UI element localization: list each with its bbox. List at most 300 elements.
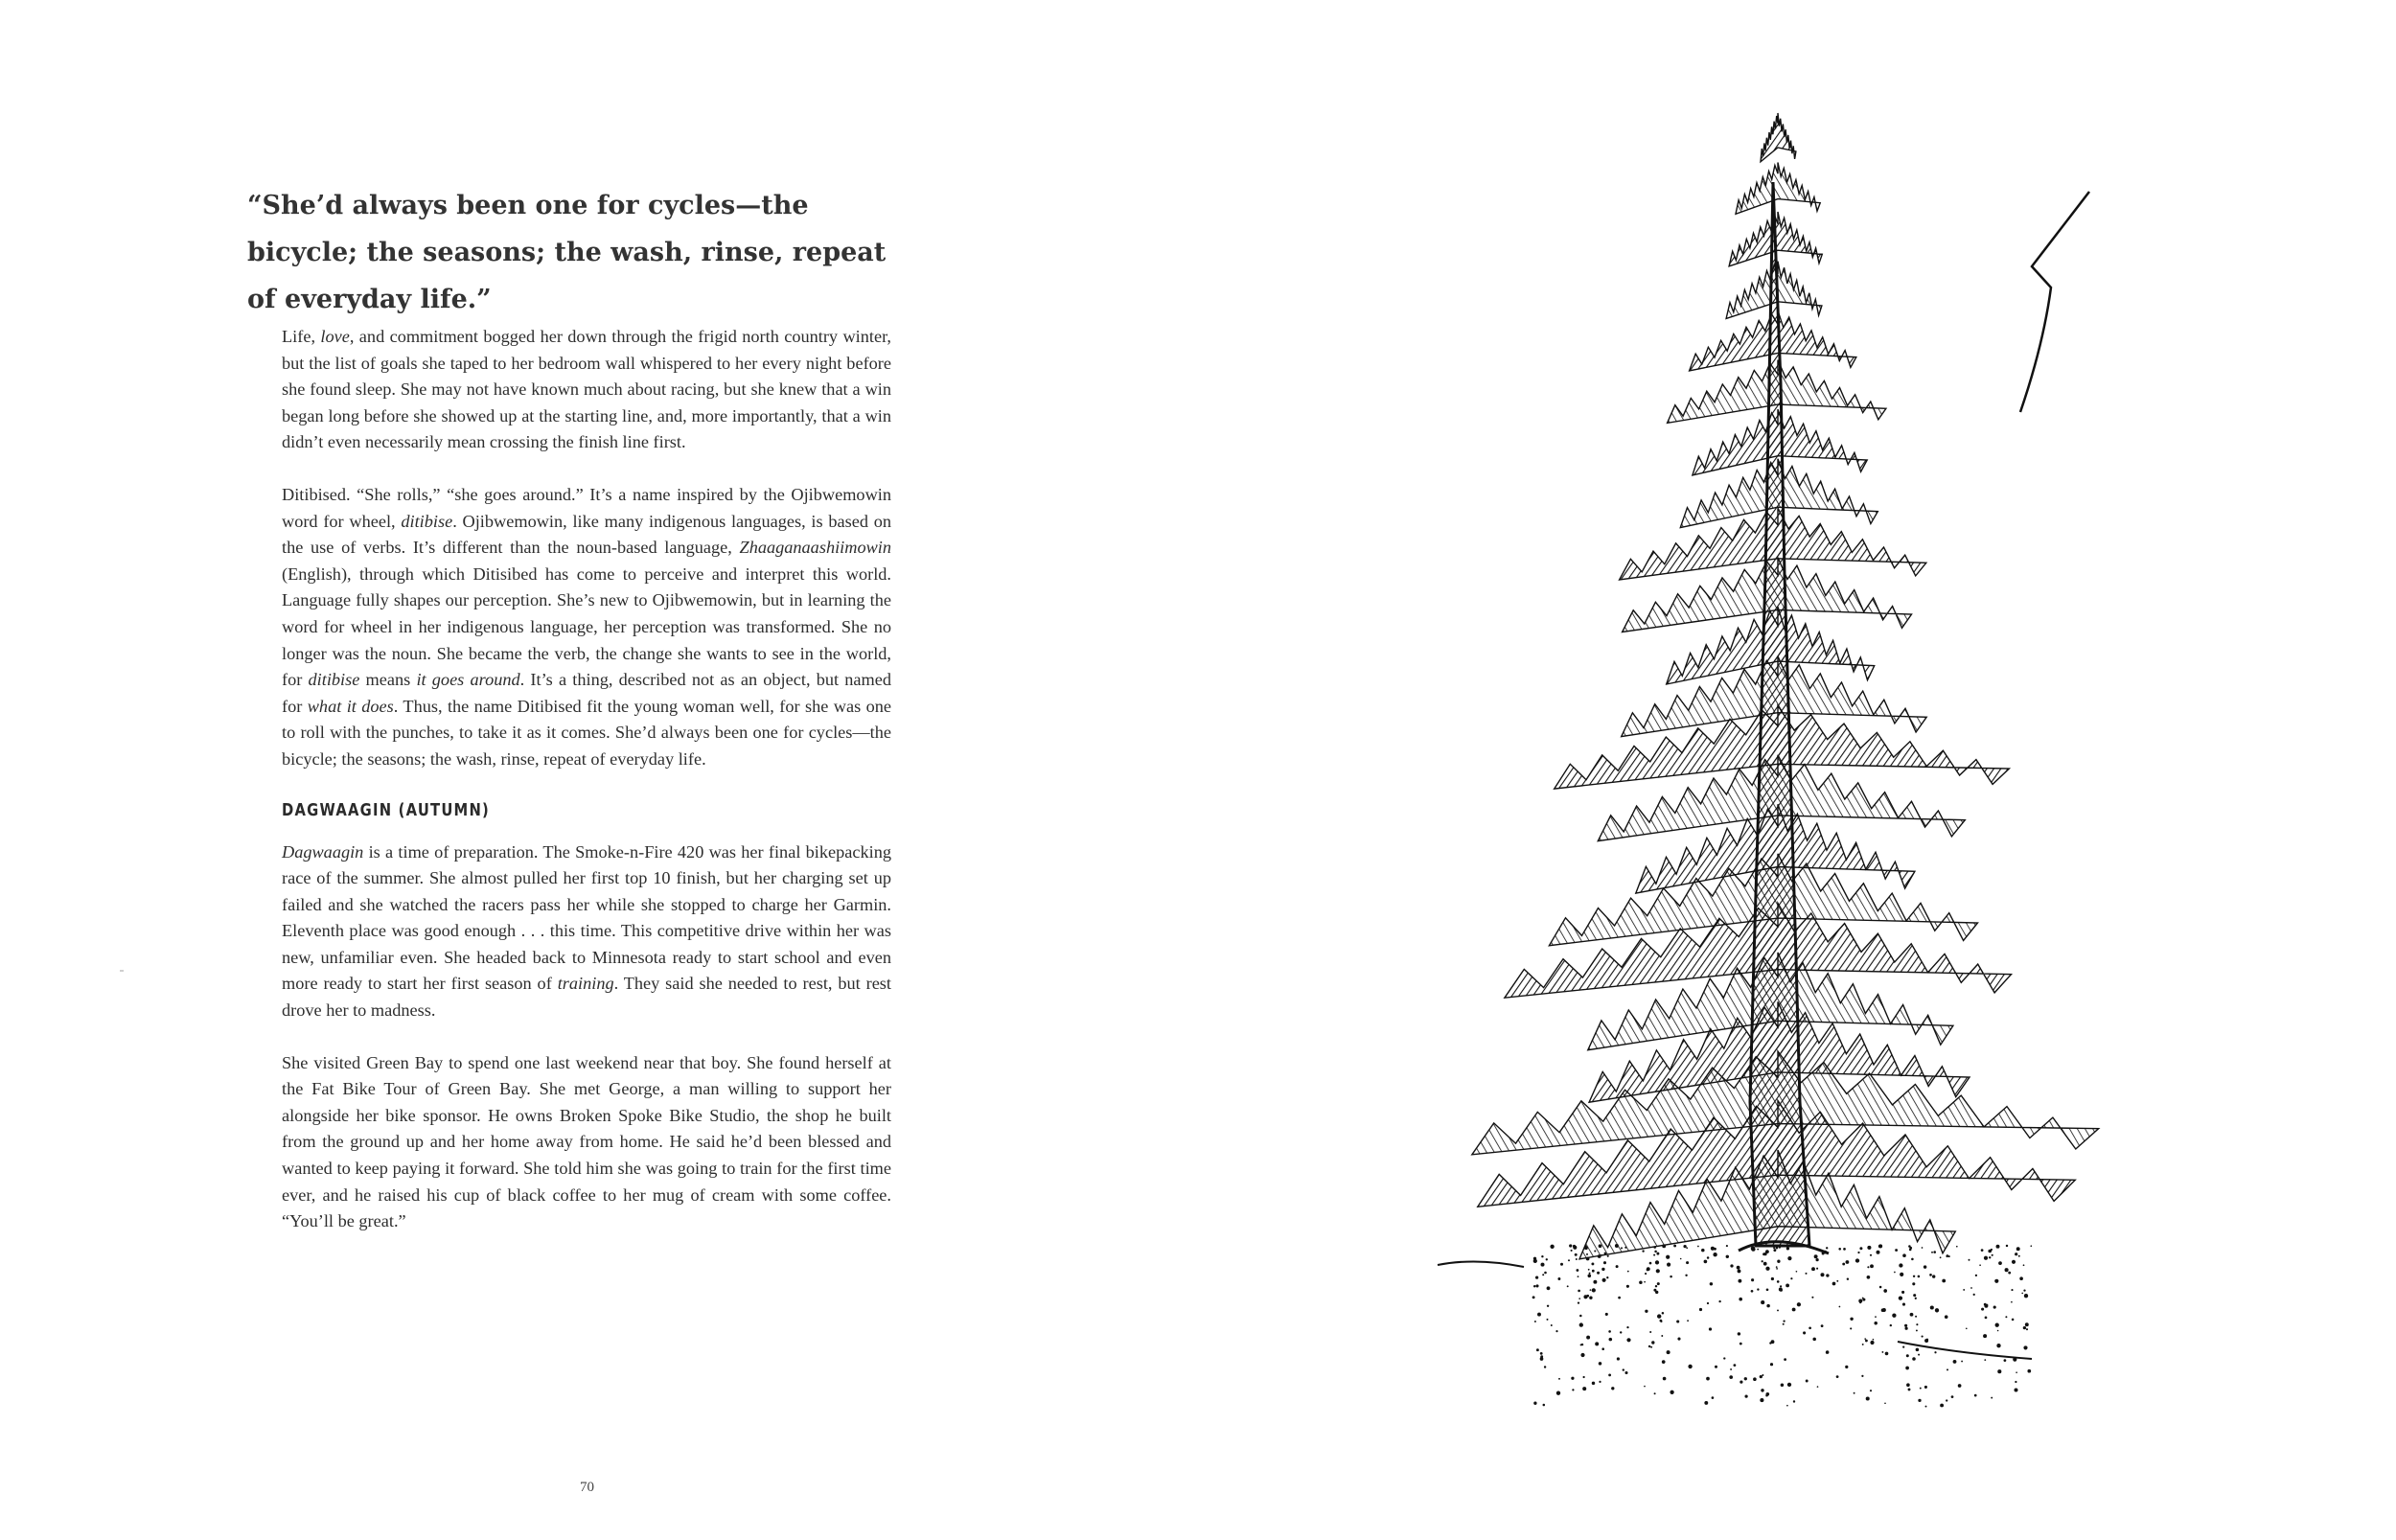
stipple-dot (1940, 1404, 1944, 1408)
stipple-dot (1571, 1250, 1573, 1252)
stipple-dot (1581, 1344, 1583, 1345)
stipple-dot (1590, 1289, 1592, 1291)
stipple-dot (1985, 1317, 1988, 1320)
stipple-dot (1929, 1274, 1932, 1276)
stipple-dot (1582, 1376, 1584, 1378)
stipple-dot (2023, 1264, 2025, 1266)
stipple-dot (1843, 1248, 1846, 1251)
stipple-dot (1601, 1347, 1604, 1350)
stipple-dot (1591, 1262, 1594, 1265)
stipple-dot (2016, 1371, 2017, 1373)
stipple-dot (1726, 1245, 1728, 1247)
stipple-dot (1667, 1263, 1670, 1267)
stipple-dot (1657, 1282, 1660, 1285)
stipple-dot (1744, 1394, 1747, 1397)
stipple-dot (2018, 1255, 2020, 1257)
stipple-dot (1924, 1265, 1926, 1268)
stipple-dot (1707, 1256, 1710, 1259)
stipple-dot (1683, 1245, 1686, 1248)
stipple-dot (1533, 1402, 1536, 1405)
stipple-dot (1916, 1348, 1920, 1352)
stipple-dot (1757, 1288, 1759, 1290)
stipple-dot (1572, 1389, 1574, 1391)
stipple-dot (1947, 1368, 1948, 1370)
stipple-dot (1773, 1249, 1776, 1252)
stipple-dot (1771, 1277, 1774, 1280)
stipple-dot (1670, 1276, 1672, 1278)
stipple-dot (1578, 1290, 1580, 1293)
stipple-dot (1739, 1381, 1742, 1384)
paragraph-3: Dagwaagin is a time of preparation. The Smoke-n-Fire 420 was her final bikepacking race of the summer. She almost pulled her first top 10 finish, but her charging set up failed and she watched the racers pass her while she stopped to charge her Garmin. Eleventh place was good enough . . . this time. This competitive drive within her was new, unfamiliar even. She headed back to Minnesota ready to start school and even more ready to start her first season of training. They said she needed to rest, but rest drove her to madness. (282, 841, 891, 1021)
stipple-dot (1993, 1306, 1996, 1309)
stipple-dot (1589, 1273, 1591, 1275)
stipple-dot (1753, 1377, 1757, 1381)
stipple-dot (1773, 1247, 1775, 1249)
stipple-dot (1776, 1266, 1778, 1268)
stipple-dot (1918, 1276, 1921, 1278)
stipple-dot (1776, 1247, 1779, 1250)
stipple-dot (1963, 1289, 1965, 1291)
stipple-dot (1842, 1263, 1845, 1266)
stipple-dot (2011, 1289, 2013, 1291)
stipple-dot (1592, 1270, 1595, 1273)
stipple-dot (1984, 1304, 1988, 1308)
stipple-dot (1547, 1305, 1549, 1307)
stipple-dot (1714, 1248, 1716, 1251)
stipple-dot (1605, 1313, 1608, 1316)
stipple-dot (2012, 1260, 2016, 1264)
stipple-dot (1707, 1302, 1709, 1304)
stipple-dot (1785, 1283, 1789, 1287)
stipple-dot (1792, 1308, 1796, 1312)
stipple-dot (1867, 1246, 1871, 1250)
stipple-dot (2006, 1245, 2008, 1247)
stipple-dot (1916, 1329, 1918, 1331)
stipple-dot (1866, 1396, 1870, 1400)
stipple-dot (1817, 1386, 1819, 1388)
paragraph-4: She visited Green Bay to spend one last weekend near that boy. She found herself at the Fat Bike Tour of Green Bay. She met George, a man willing to support her alongside her bike sponsor. He owns Broken Spoke Bike Studio, the shop he built from the ground up and her home away from home. He said he’d been blessed and wanted to keep paying it forward. She told him she was going to train for the first time ever, and he raised his cup of black coffee to her mug of cream with some coffee. “You’ll be great.” (282, 1052, 891, 1231)
stipple-dot (1575, 1253, 1578, 1256)
stipple-dot (1761, 1389, 1763, 1391)
stipple-dot (1979, 1264, 1981, 1266)
stipple-dot (1729, 1375, 1733, 1379)
stipple-dot (1878, 1245, 1881, 1248)
stipple-dot (1586, 1253, 1588, 1255)
stipple-dot (1569, 1244, 1572, 1247)
stipple-dot (1650, 1346, 1652, 1348)
stipple-dot (1786, 1405, 1788, 1407)
stipple-dot (1913, 1276, 1915, 1277)
stipple-dot (1796, 1271, 1798, 1273)
stipple-dot (2025, 1322, 2029, 1326)
stipple-dot (1779, 1246, 1781, 1248)
stipple-dot (1920, 1388, 1922, 1390)
stipple-dot (1821, 1324, 1824, 1327)
paragraph-2: Ditibised. “She rolls,” “she goes around.” It’s a name inspired by the Ojibwemowin word for wheel, ditibise. Ojibwemowin, like many indigenous languages, is based on the use of verbs. It’s different than the noun-based language, Zhaaganaashiimowin (English), through which Ditisibed has come to perceive and interpret this world. Language fully shapes our perception. She’s new to Ojibwemowin, but in learning the word for wheel in her indigenous language, her perception was transformed. She no longer was the noun. She became the verb, the change she wants to see in the world, for ditibise means it goes around. It’s a thing, described not as an object, but named for what it does. Thus, the name Ditibised fit the young woman well, for she was one to roll with the punches, to take it as it comes. She’d always been one for cycles—the bicycle; the seasons; the wash, rinse, repeat of everyday life. (282, 484, 891, 769)
stipple-dot (1908, 1245, 1911, 1248)
stipple-dot (1686, 1247, 1688, 1249)
stipple-dot (1913, 1294, 1916, 1297)
stipple-dot (1930, 1305, 1934, 1309)
stipple-dot (2027, 1369, 2031, 1373)
stipple-dot (1662, 1360, 1666, 1364)
stipple-dot (1765, 1394, 1768, 1397)
stipple-dot (1945, 1315, 1948, 1319)
stipple-dot (1578, 1301, 1579, 1303)
stipple-dot (1932, 1275, 1935, 1277)
stipple-dot (1645, 1273, 1647, 1275)
stipple-dot (1760, 1375, 1762, 1378)
stipple-dot (1984, 1359, 1986, 1361)
stipple-dot (1763, 1253, 1766, 1255)
stipple-dot (1713, 1253, 1716, 1256)
stipple-dot (1730, 1264, 1733, 1267)
stipple-dot (1870, 1264, 1874, 1268)
stipple-dot (1870, 1341, 1874, 1345)
stipple-dot (1922, 1336, 1924, 1338)
stipple-dot (1815, 1258, 1818, 1261)
stipple-dot (1906, 1383, 1910, 1387)
stipple-dot (1535, 1284, 1538, 1287)
stipple-dot (1780, 1285, 1782, 1287)
foliage-tier (1736, 163, 1820, 215)
stipple-dot (1739, 1298, 1742, 1301)
stipple-dot (1709, 1327, 1712, 1330)
stipple-dot (1579, 1315, 1582, 1318)
stipple-dot (1803, 1331, 1806, 1334)
stipple-dot (1598, 1254, 1601, 1258)
stipple-dot (1884, 1402, 1886, 1404)
stipple-dot (2012, 1319, 2015, 1322)
stipple-dot (2015, 1389, 2018, 1392)
stipple-dot (1576, 1269, 1578, 1272)
stipple-dot (1670, 1391, 1673, 1394)
stipple-dot (1608, 1330, 1611, 1333)
stipple-dot (1905, 1367, 1909, 1370)
stipple-dot (1568, 1259, 1570, 1261)
stipple-dot (1859, 1247, 1862, 1250)
stipple-dot (2023, 1326, 2026, 1329)
page-number: 70 (580, 1480, 594, 1495)
stipple-dot (1653, 1254, 1655, 1256)
stipple-dot (1617, 1357, 1620, 1360)
stipple-dot (1655, 1291, 1658, 1294)
stipple-dot (1615, 1244, 1619, 1248)
stipple-dot (1543, 1404, 1546, 1407)
stipple-dot (1541, 1255, 1543, 1257)
stipple-dot (1784, 1358, 1786, 1361)
stipple-dot (1997, 1330, 1999, 1332)
stipple-dot (1603, 1261, 1606, 1264)
stipple-dot (1576, 1258, 1578, 1260)
stipple-dot (1601, 1268, 1604, 1271)
stipple-dot (1905, 1327, 1908, 1330)
stipple-dot (1781, 1384, 1785, 1388)
stipple-dot (1912, 1357, 1916, 1361)
stipple-dot (1624, 1371, 1627, 1374)
stipple-dot (1935, 1308, 1939, 1312)
stipple-dot (2004, 1359, 2007, 1362)
stipple-dot (1984, 1256, 1988, 1260)
stipple-dot (1710, 1282, 1713, 1285)
stipple-dot (1940, 1256, 1942, 1258)
stipple-dot (1550, 1245, 1554, 1249)
stipple-dot (2024, 1294, 2028, 1298)
stipple-dot (1997, 1369, 2001, 1373)
stipple-dot (1620, 1331, 1622, 1333)
stipple-dot (1762, 1374, 1763, 1376)
stipple-dot (1912, 1282, 1915, 1285)
stipple-dot (2030, 1245, 2032, 1247)
stipple-dot (1991, 1397, 1993, 1399)
stipple-dot (1599, 1381, 1601, 1383)
stipple-dot (1970, 1287, 1972, 1289)
stipple-dot (1540, 1263, 1544, 1267)
stipple-dot (1706, 1377, 1710, 1381)
stipple-dot (1558, 1378, 1560, 1380)
stipple-dot (1881, 1308, 1885, 1312)
stipple-dot (1651, 1341, 1654, 1344)
stipple-dot (1547, 1286, 1551, 1290)
stipple-dot (1586, 1257, 1590, 1261)
stipple-dot (1862, 1344, 1864, 1345)
stipple-dot (1924, 1386, 1927, 1389)
stipple-dot (1653, 1246, 1656, 1249)
stipple-dot (1567, 1285, 1569, 1287)
stipple-dot (1626, 1285, 1629, 1288)
stipple-dot (1718, 1300, 1720, 1302)
stipple-dot (1975, 1275, 1977, 1276)
stipple-dot (1899, 1263, 1902, 1267)
stipple-dot (1973, 1294, 1975, 1296)
stipple-dot (1958, 1384, 1962, 1388)
stipple-dot (1773, 1245, 1775, 1247)
stipple-dot (1995, 1323, 1999, 1327)
stipple-dot (2023, 1289, 2025, 1291)
stipple-dot (1680, 1258, 1682, 1260)
stipple-dot (1839, 1306, 1841, 1308)
stipple-dot (1656, 1253, 1659, 1255)
stipple-dot (1892, 1314, 1896, 1318)
stipple-dot (1902, 1303, 1905, 1306)
stipple-dot (2008, 1272, 2011, 1275)
stipple-dot (1739, 1343, 1742, 1345)
stipple-dot (1786, 1247, 1789, 1250)
stipple-dot (1734, 1364, 1737, 1367)
stipple-dot (1616, 1265, 1619, 1268)
stipple-dot (1846, 1260, 1850, 1264)
stipple-dot (1730, 1368, 1732, 1370)
stipple-dot (1867, 1276, 1871, 1279)
stipple-dot (1981, 1308, 1984, 1311)
stipple-dot (1915, 1298, 1917, 1299)
stipple-dot (1648, 1345, 1650, 1347)
stipple-dot (1899, 1296, 1902, 1299)
stipple-dot (1931, 1252, 1933, 1253)
stipple-dot (1832, 1282, 1836, 1286)
stipple-dot (1595, 1342, 1599, 1345)
stipple-dot (2015, 1381, 2016, 1383)
stipple-dot (1594, 1250, 1596, 1252)
stipple-dot (1647, 1269, 1649, 1272)
stipple-dot (1890, 1324, 1892, 1326)
stipple-dot (1571, 1377, 1574, 1380)
stipple-dot (1666, 1255, 1670, 1259)
stipple-dot (1540, 1352, 1543, 1355)
stipple-dot (1777, 1280, 1780, 1283)
stipple-dot (1601, 1254, 1602, 1256)
stipple-dot (1544, 1272, 1547, 1275)
stipple-dot (1864, 1338, 1866, 1340)
stipple-dot (1811, 1267, 1815, 1271)
stipple-dot (1777, 1309, 1779, 1311)
stipple-dot (1942, 1279, 1946, 1283)
stipple-dot (1588, 1275, 1592, 1278)
stipple-dot (1780, 1289, 1783, 1292)
stipple-dot (1870, 1254, 1872, 1256)
stipple-dot (2023, 1345, 2027, 1349)
stipple-dot (2026, 1328, 2028, 1330)
foliage-tier (1761, 113, 1796, 162)
stipple-dot (1751, 1278, 1754, 1281)
stipple-dot (1540, 1357, 1544, 1361)
stipple-dot (1996, 1344, 2000, 1347)
stipple-dot (1996, 1245, 2000, 1249)
stipple-dot (1757, 1249, 1759, 1251)
stipple-dot (1624, 1247, 1626, 1249)
stipple-dot (1951, 1395, 1954, 1398)
stipple-dot (1915, 1316, 1917, 1318)
stipple-dot (1557, 1277, 1560, 1280)
stipple-dot (1726, 1255, 1729, 1258)
stipple-dot (1811, 1297, 1813, 1299)
stipple-dot (1761, 1300, 1764, 1304)
stipple-dot (1922, 1247, 1924, 1249)
stipple-dot (1850, 1318, 1853, 1321)
stipple-dot (1723, 1357, 1725, 1359)
stipple-dot (1662, 1312, 1665, 1315)
stipple-dot (1826, 1247, 1828, 1249)
stipple-dot (1885, 1352, 1889, 1356)
stipple-dot (1953, 1360, 1957, 1364)
stipple-dot (1847, 1277, 1849, 1279)
stipple-dot (1994, 1279, 1998, 1283)
stipple-dot (1969, 1259, 1970, 1261)
stipple-dot (1820, 1273, 1824, 1276)
stipple-dot (1578, 1298, 1580, 1299)
stipple-dot (1744, 1377, 1747, 1380)
stipple-dot (1639, 1280, 1643, 1284)
stipple-dot (1900, 1273, 1903, 1276)
stipple-dot (1822, 1253, 1825, 1255)
stipple-dot (1599, 1244, 1602, 1248)
stipple-dot (1857, 1252, 1859, 1253)
stipple-dot (1704, 1260, 1708, 1264)
stipple-dot (1877, 1251, 1880, 1254)
stipple-dot (1850, 1327, 1852, 1329)
stipple-dot (1762, 1260, 1763, 1262)
stipple-dot (1589, 1296, 1592, 1299)
stipple-dot (1661, 1335, 1663, 1337)
stipple-dot (1626, 1326, 1628, 1328)
stipple-dot (1867, 1266, 1869, 1268)
stipple-dot (1992, 1254, 1993, 1256)
stipple-dot (1737, 1266, 1740, 1270)
stipple-dot (1855, 1258, 1859, 1262)
stipple-dot (2019, 1276, 2023, 1280)
stipple-dot (1580, 1353, 1584, 1357)
stipple-dot (1611, 1387, 1614, 1390)
stipple-dot (2005, 1316, 2007, 1318)
stipple-dot (1738, 1332, 1740, 1335)
stipple-dot (2016, 1247, 2020, 1251)
stipple-dot (1961, 1361, 1963, 1363)
stipple-dot (1771, 1340, 1775, 1344)
stipple-dot (1751, 1247, 1755, 1251)
stipple-dot (1894, 1272, 1896, 1274)
body-text-column (282, 324, 891, 1261)
stipple-dot (1862, 1299, 1865, 1301)
stipple-dot (1765, 1267, 1769, 1271)
stipple-dot (1854, 1392, 1855, 1394)
stipple-dot (1654, 1392, 1656, 1394)
stipple-dot (1770, 1363, 1773, 1366)
stipple-dot (1688, 1365, 1692, 1368)
stipple-dot (1974, 1394, 1977, 1397)
stipple-dot (1787, 1383, 1791, 1387)
stipple-dot (1573, 1246, 1577, 1250)
stipple-dot (1592, 1382, 1595, 1385)
stipple-dot (1751, 1290, 1754, 1293)
stipple-dot (1983, 1334, 1987, 1338)
stipple-dot (1988, 1250, 1992, 1253)
stipple-dot (1776, 1268, 1778, 1270)
stipple-dot (1655, 1260, 1659, 1264)
stipple-dot (1676, 1320, 1679, 1322)
stipple-dot (1537, 1313, 1541, 1317)
stipple-dot (1805, 1273, 1807, 1275)
stipple-dot (1583, 1295, 1587, 1299)
stipple-dot (1881, 1351, 1883, 1353)
stipple-dot (1551, 1324, 1553, 1326)
stipple-dot (1673, 1245, 1676, 1248)
paragraph-1: Life, love, and commitment bogged her down through the frigid north country winter, but the list of goals she taped to her bedroom wall whispered to her every night before she found sleep. She may not have known much about racing, but she knew that a win began long before she showed up at the starting line, and, more importantly, that a win didn’t even necessarily mean crossing the finish line first. (282, 327, 891, 452)
stipple-dot (1712, 1396, 1715, 1399)
stipple-dot (1918, 1399, 1921, 1402)
ground-stipple (1532, 1244, 2032, 1408)
stipple-dot (1599, 1362, 1601, 1365)
stipple-dot (1738, 1279, 1741, 1283)
stipple-dot (1924, 1339, 1928, 1343)
stipple-dot (1661, 1321, 1663, 1322)
stipple-dot (1836, 1375, 1839, 1378)
stipple-dot (1536, 1348, 1539, 1351)
pull-quote: “She’d always been one for cycles—the bicycle; the seasons; the wash, rinse, repeat of everyday life.” (247, 191, 887, 314)
stipple-dot (1597, 1272, 1600, 1275)
stipple-dot (1542, 1274, 1544, 1276)
stipple-dot (1578, 1276, 1579, 1277)
stipple-dot (1766, 1304, 1770, 1308)
stipple-dot (1814, 1254, 1818, 1258)
stipple-dot (1909, 1249, 1912, 1252)
stipple-dot (1948, 1255, 1950, 1257)
stipple-dot (1904, 1324, 1907, 1327)
stipple-dot (1663, 1377, 1667, 1381)
stipple-dot (1873, 1339, 1875, 1341)
stipple-dot (1902, 1253, 1906, 1257)
stipple-dot (1662, 1244, 1666, 1248)
stipple-dot (1870, 1390, 1872, 1391)
